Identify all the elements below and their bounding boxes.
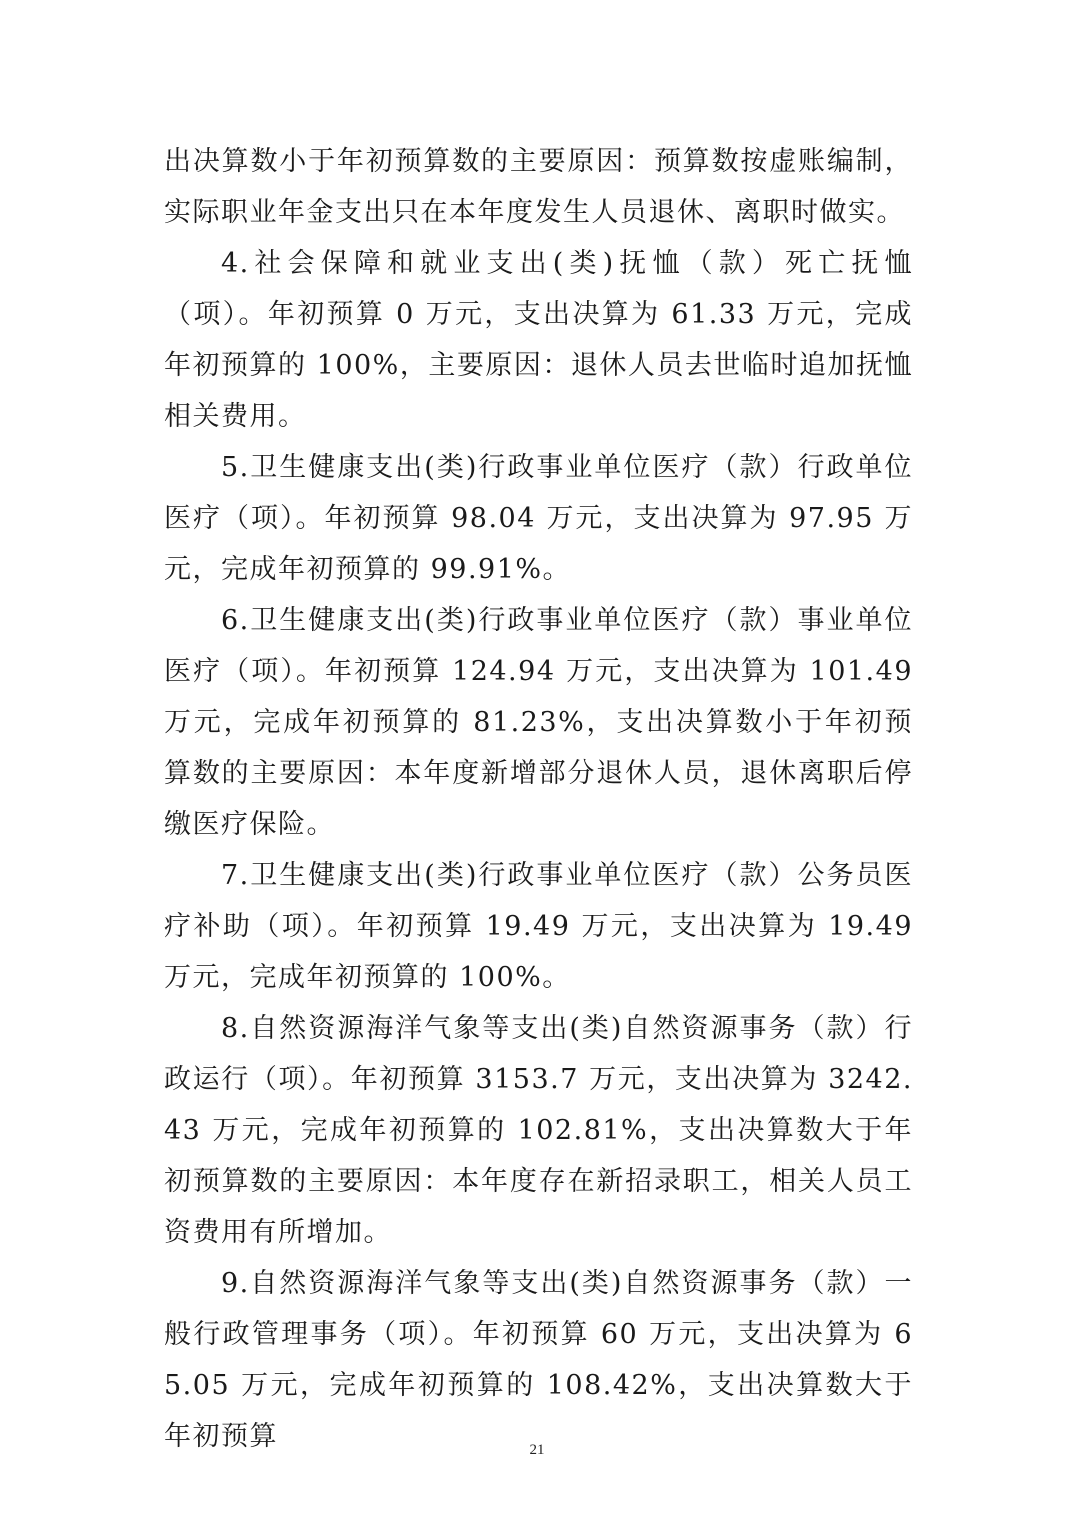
- paragraph-item-7: 7.卫生健康支出(类)行政事业单位医疗（款）公务员医疗补助（项）。年初预算 19.49 万元，支出决算为 19.49 万元，完成年初预算的 100%。: [164, 860, 913, 993]
- paragraph-item-9: 9.自然资源海洋气象等支出(类)自然资源事务（款）一般行政管理事务（项）。年初预算 60 万元，支出决算为 65.05 万元，完成年初预算的 108.42%，支出决算数大于年初预算: [164, 1268, 913, 1452]
- paragraph-continuation: 出决算数小于年初预算数的主要原因：预算数按虚账编制，实际职业年金支出只在本年度发生人员退休、离职时做实。: [164, 146, 913, 228]
- paragraph-item-4: 4.社会保障和就业支出(类)抚恤（款）死亡抚恤（项）。年初预算 0 万元，支出决算为 61.33 万元，完成年初预算的 100%，主要原因：退休人员去世临时追加抚恤相关费用。: [164, 248, 913, 432]
- paragraph-item-5: 5.卫生健康支出(类)行政事业单位医疗（款）行政单位医疗（项）。年初预算 98.04 万元，支出决算为 97.95 万元，完成年初预算的 99.91%。: [164, 452, 913, 585]
- paragraph-item-8: 8.自然资源海洋气象等支出(类)自然资源事务（款）行政运行（项）。年初预算 3153.7 万元，支出决算为 3242.43 万元，完成年初预算的 102.81%，支出决算数大于年初预算数的主要原因：本年度存在新招录职工，相关人员工资费用有所增加。: [164, 1013, 913, 1248]
- body-text: [164, 136, 913, 1462]
- paragraph-item-6: 6.卫生健康支出(类)行政事业单位医疗（款）事业单位医疗（项）。年初预算 124.94 万元，支出决算为 101.49 万元，完成年初预算的 81.23%，支出决算数小于年初预算数的主要原因：本年度新增部分退休人员，退休离职后停缴医疗保险。: [164, 605, 913, 840]
- page-number: 21: [529, 1442, 545, 1458]
